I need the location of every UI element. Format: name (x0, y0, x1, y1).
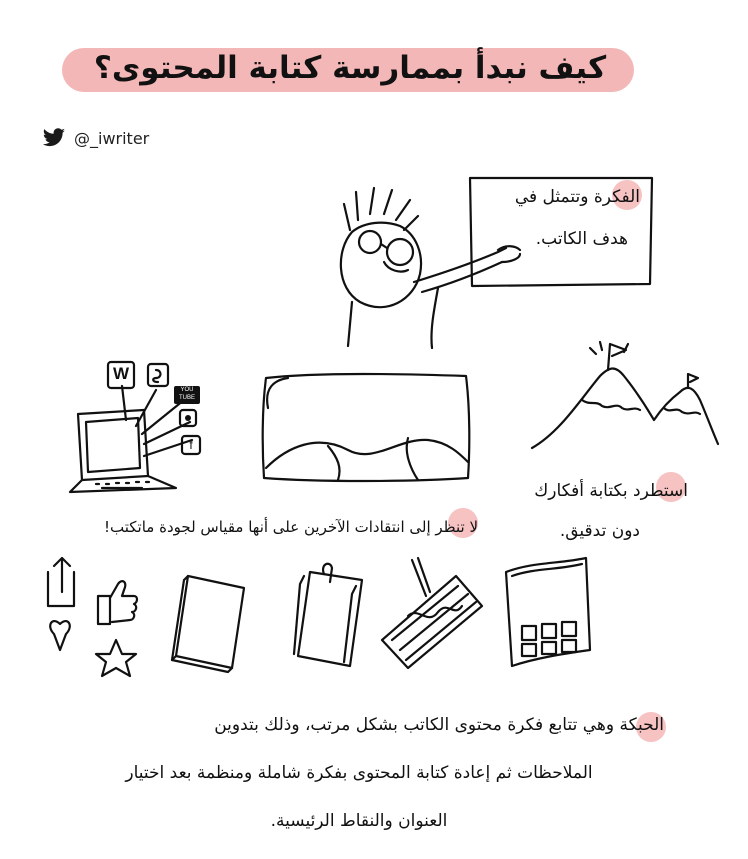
share-like-doodles (40, 556, 150, 676)
glasses-left (359, 231, 381, 253)
twitter-handle-row[interactable] (42, 124, 149, 152)
mountain-line-2: دون تدقيق. (559, 521, 640, 541)
page-title: كيف نبدأ بممارسة كتابة المحتوى؟ (93, 50, 607, 86)
youtube-label-top: YOU (180, 387, 194, 393)
plot-line-1: الحبكة وهي تتابع فكرة محتوى الكاتب بشكل مرتب، وذلك بتدوين (214, 715, 664, 735)
dunes (266, 440, 468, 468)
thumbs-up-icon (98, 581, 137, 624)
facebook-letter: f (189, 438, 193, 452)
film-strip-illustration (378, 556, 488, 668)
twitter-bird-icon (42, 128, 66, 148)
storyboard-book-illustration (502, 554, 594, 670)
mountain-line-1: استطرد بكتابة أفكارك (534, 481, 688, 501)
paper-clip-icon (323, 564, 332, 582)
notepad-illustration (290, 558, 370, 668)
title-banner (0, 38, 748, 108)
critique-text: لا تنظر إلى انتقادات الآخرين على أنها مقياس لجودة ماتكتب! (104, 518, 478, 536)
laptop-illustration (66, 356, 216, 506)
pencil-icon (412, 558, 430, 596)
mountains-illustration (530, 340, 720, 460)
board-line-2: هدف الكاتب. (535, 229, 628, 249)
landscape-frame (258, 368, 476, 488)
flag-big (608, 344, 626, 370)
youtube-label-bottom: TUBE (178, 395, 195, 401)
twitter-handle: @_iwriter (74, 128, 150, 148)
glasses-right (387, 239, 413, 265)
teacher-body (348, 288, 438, 348)
flag-small (688, 374, 698, 388)
teacher-head (341, 223, 421, 308)
board-line-1: الفكرة وتتمثل في (514, 187, 640, 207)
heart-icon (50, 621, 70, 650)
book-illustration (168, 572, 250, 672)
upload-arrow-icon (54, 558, 70, 592)
plot-line-2: الملاحظات ثم إعادة كتابة المحتوى بفكرة شاملة ومنظمة بعد اختيار (125, 763, 593, 783)
plot-line-3: العنوان والنقاط الرئيسية. (270, 811, 448, 831)
star-icon (96, 640, 136, 676)
w-letter: W (112, 364, 130, 383)
